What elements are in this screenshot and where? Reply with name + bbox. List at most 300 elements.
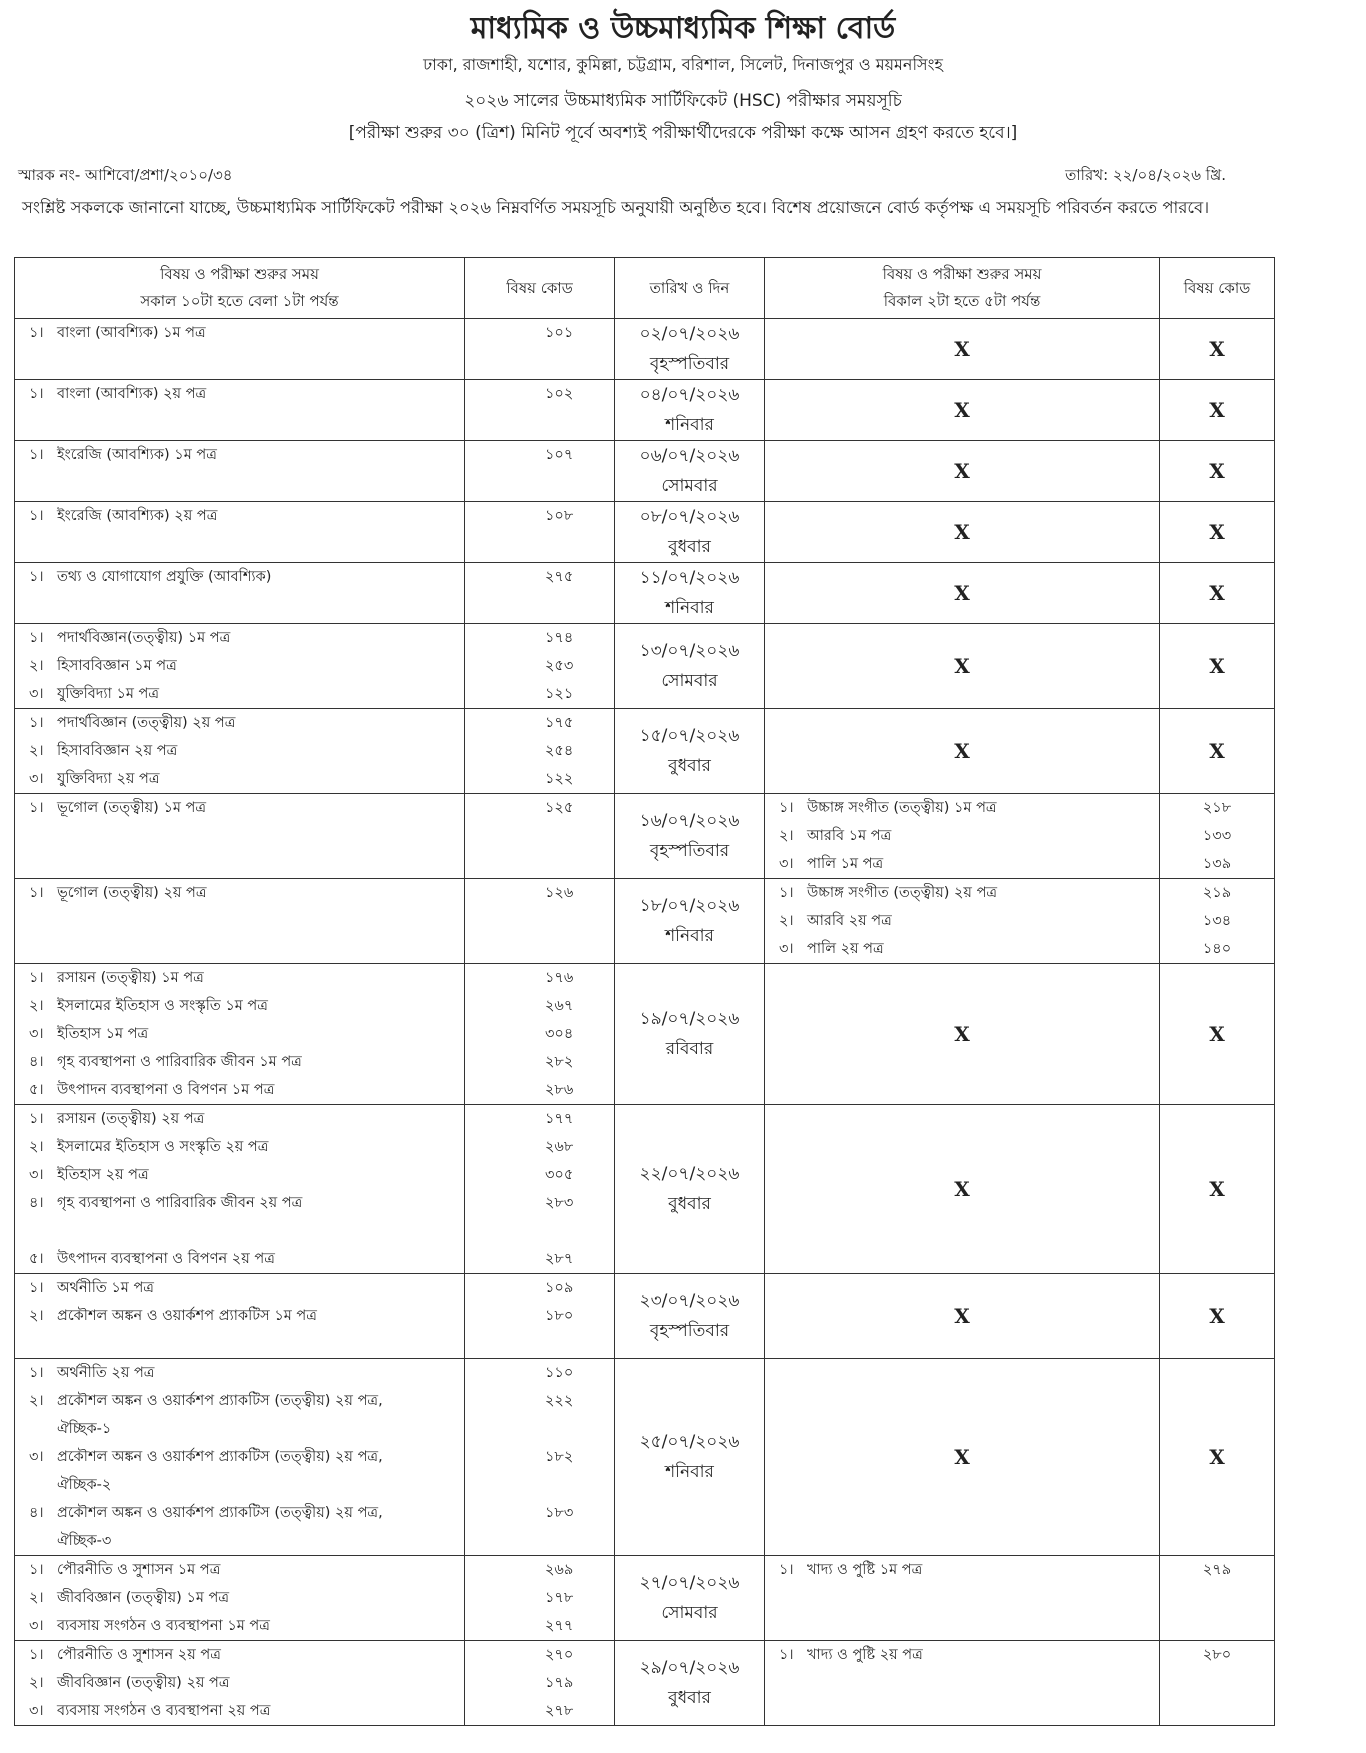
subject-name: ইতিহাস ২য় পত্র [57,1167,149,1183]
subject-line [15,563,464,591]
date-day [615,709,765,794]
subject-name: বাংলা (আবশ্যিক) ২য় পত্র [57,386,207,402]
memo-date: তারিখ: ২২/০৪/২০২৬ খ্রি. [1065,166,1226,184]
subject-code: ২৭৮ [545,1703,574,1719]
subject-code: ৩০৫ [545,1167,574,1183]
subject-number: ৪। [29,1054,44,1070]
subject-code: ২৭৫ [545,569,574,585]
subject-number: ১। [29,800,44,816]
afternoon-code-none-mark: X [1160,1105,1275,1274]
afternoon-none-mark: X [765,1274,1160,1359]
subject-code: ২১৮ [1202,800,1232,816]
afternoon-code-none-mark: X [1160,964,1275,1105]
date-day [615,563,765,624]
subject-code: ১২২ [545,771,574,787]
morning-codes [465,380,615,441]
exam-date: ০৬/০৭/২০২৬ [639,446,740,466]
schedule-row [15,964,1275,1105]
subject-number: ২। [29,1675,44,1691]
subject-name: যুক্তিবিদ্যা ১ম পত্র [57,686,160,702]
exam-date: ১৮/০৭/২০২৬ [639,896,740,916]
schedule-row [15,1556,1275,1641]
exam-date: ০২/০৭/২০২৬ [639,324,740,344]
subject-number: ২। [779,913,794,929]
morning-codes [465,709,615,794]
subject-name: বাংলা (আবশ্যিক) ১ম পত্র [57,325,206,341]
subject-line [15,1443,464,1499]
subject-number: ১। [779,1647,794,1663]
subject-code: ২৭০ [545,1647,574,1663]
exam-date: ১৯/০৭/২০২৬ [639,1009,740,1029]
subject-code: ২৫৪ [545,743,574,759]
subject-code: ২৫৩ [545,658,574,674]
exam-day: শনিবার [665,926,714,946]
subject-line [15,1359,464,1387]
subject-number: ১। [29,885,44,901]
schedule-body [15,319,1275,1726]
schedule-row [15,1105,1275,1274]
morning-subjects [15,879,465,964]
schedule-row [15,624,1275,709]
subject-number: ২। [29,1590,44,1606]
morning-subjects [15,709,465,794]
subject-number: ২। [29,1308,44,1324]
subject-name: পদার্থবিজ্ঞান (তত্ত্বীয়) ২য় পত্র [57,715,236,731]
subject-name: ভূগোল (তত্ত্বীয়) ২য় পত্র [57,885,207,901]
subject-line [765,907,1159,935]
subject-name: অর্থনীতি ১ম পত্র [57,1280,154,1296]
morning-subjects [15,563,465,624]
subject-name: ইসলামের ইতিহাস ও সংস্কৃতি ১ম পত্র [57,998,268,1014]
subject-code: ২৮৭ [545,1251,574,1267]
subject-code: ১৭৪ [545,630,574,646]
subject-line [15,652,464,680]
subject-code: ২৮৬ [545,1082,574,1098]
subject-code: ১৭৭ [545,1111,574,1127]
date-day [615,879,765,964]
subject-line [15,1076,464,1104]
afternoon-none-mark: X [765,563,1160,624]
afternoon-subjects [765,1556,1160,1641]
subject-name: তথ্য ও যোগাযোগ প্রযুক্তি (আবশ্যিক) [57,569,272,585]
exam-day: সোমবার [661,671,718,691]
subject-code: ১৩৪ [1202,913,1232,929]
date-day [615,380,765,441]
schedule-row [15,879,1275,964]
subject-code: ১৩৯ [1202,856,1232,872]
subject-number: ১। [29,447,44,463]
subject-line [15,1105,464,1133]
afternoon-none-mark: X [765,441,1160,502]
subject-number: ১। [779,800,794,816]
schedule-title: ২০২৬ সালের উচ্চমাধ্যমিক সার্টিফিকেট (HSC) পরীক্ষার সময়সূচি [464,91,902,111]
subject-number: ৩। [29,1618,44,1634]
subject-name: উৎপাদন ব্যবস্থাপনা ও বিপণন ২য় পত্র [57,1251,275,1267]
morning-subjects [15,1641,465,1726]
subject-name: ইংরেজি (আবশ্যিক) ২য় পত্র [57,508,218,524]
exam-date: ১৬/০৭/২০২৬ [639,811,740,831]
subject-line [15,765,464,793]
morning-codes [465,502,615,563]
subject-name: পালি ২য় পত্র [807,941,884,957]
subject-code: ১৪০ [1202,941,1232,957]
subject-name: ব্যবসায় সংগঠন ও ব্যবস্থাপনা ২য় পত্র [57,1703,271,1719]
exam-date: ১৫/০৭/২০২৬ [639,726,740,746]
morning-subjects [15,794,465,879]
exam-date: ০৪/০৭/২০২৬ [639,385,740,405]
subject-number: ৪। [29,1195,44,1211]
subject-number: ৩। [29,1449,44,1465]
subject-line [15,1302,464,1358]
subject-line [15,1697,464,1725]
subject-code: ১৭৯ [545,1675,574,1691]
afternoon-codes [1160,879,1275,964]
afternoon-code-none-mark: X [1160,441,1275,502]
morning-codes [465,964,615,1105]
subject-name: প্রকৌশল অঙ্কন ও ওয়ার্কশপ প্র্যাকটিস (তত্ত্বীয়) ২য় পত্র, ঐচ্ছিক-১ [57,1393,383,1437]
afternoon-code-none-mark: X [1160,1359,1275,1556]
subject-line [15,709,464,737]
subject-line [15,380,464,408]
morning-codes [465,1274,615,1359]
afternoon-code-none-mark: X [1160,1274,1275,1359]
subject-number: ৫। [29,1251,44,1267]
schedule-row [15,1274,1275,1359]
date-day [615,794,765,879]
subject-line [15,1584,464,1612]
date-day [615,502,765,563]
afternoon-codes [1160,794,1275,879]
header-morning-subject: বিষয় ও পরীক্ষা শুরুর সময় সকাল ১০টা হতে বেলা ১টা পর্যন্ত [15,258,465,319]
subject-line [15,1245,464,1273]
subject-number: ১। [779,885,794,901]
morning-codes [465,624,615,709]
subject-line [765,935,1159,963]
exam-date: ২২/০৭/২০২৬ [639,1164,740,1184]
subject-line [15,624,464,652]
morning-subjects [15,502,465,563]
exam-date: ১১/০৭/২০২৬ [639,568,740,588]
board-title: মাধ্যমিক ও উচ্চমাধ্যমিক শিক্ষা বোর্ড [470,11,896,46]
subject-line [15,964,464,992]
subject-code: ২২২ [545,1393,574,1409]
subject-name: রসায়ন (তত্ত্বীয়) ১ম পত্র [57,970,204,986]
memo-ref: স্মারক নং- আশিবো/প্রশা/২০১০/৩৪ [18,166,233,184]
subject-name: খাদ্য ও পুষ্টি ২য় পত্র [807,1647,923,1663]
subject-name: রসায়ন (তত্ত্বীয়) ২য় পত্র [57,1111,205,1127]
subject-code: ১৮২ [545,1449,574,1465]
exam-day: বুধবার [668,1194,711,1214]
morning-codes [465,1556,615,1641]
subject-line [15,1612,464,1640]
subject-number: ২। [779,828,794,844]
subject-number: ১। [29,386,44,402]
subject-code: ১০২ [545,386,574,402]
subject-name: আরবি ১ম পত্র [807,828,892,844]
subject-line [15,794,464,822]
subject-name: হিসাববিজ্ঞান ১ম পত্র [57,658,177,674]
subject-name: খাদ্য ও পুষ্টি ১ম পত্র [807,1562,923,1578]
subject-name: ইতিহাস ১ম পত্র [57,1026,149,1042]
date-day [615,319,765,380]
subject-code: ২৬৭ [545,998,574,1014]
subject-line [765,1556,1159,1584]
subject-number: ১। [29,1647,44,1663]
date-day [615,1274,765,1359]
exam-day: বুধবার [668,1688,711,1708]
exam-date: ২৩/০৭/২০২৬ [639,1291,740,1311]
intro-text: সংশ্লিষ্ট সকলকে জানানো যাচ্ছে, উচ্চমাধ্যমিক সার্টিফিকেট পরীক্ষা ২০২৬ নিম্নবর্ণিত সময়সূচি অনুযায়ী অনুষ্ঠিত হবে। বিশেষ প্রয়োজনে বোর্ড কর্তৃপক্ষ এ সময়সূচি পরিবর্তন করতে পারবে। [22,198,1210,217]
morning-subjects [15,1359,465,1556]
schedule-row [15,563,1275,624]
subject-code: ২৭৯ [1202,1562,1232,1578]
afternoon-code-none-mark: X [1160,563,1275,624]
subject-line [15,1274,464,1302]
subject-line [15,1556,464,1584]
exam-day: শনিবার [665,415,714,435]
morning-codes [465,319,615,380]
subject-code: ১৭৫ [545,715,574,731]
subject-number: ১। [29,1111,44,1127]
subject-number: ২। [29,658,44,674]
exam-day: সোমবার [661,476,718,496]
subject-name: পালি ১ম পত্র [807,856,884,872]
schedule-row [15,502,1275,563]
date-day [615,1359,765,1556]
subject-line [765,850,1159,878]
subject-code: ১০৯ [545,1280,574,1296]
schedule-row [15,441,1275,502]
subject-line [15,1641,464,1669]
exam-day: বুধবার [668,756,711,776]
morning-codes [465,563,615,624]
subject-code: ১০৭ [545,447,574,463]
date-day [615,1105,765,1274]
subject-name: উচ্চাঙ্গ সংগীত (তত্ত্বীয়) ২য় পত্র [807,885,998,901]
schedule-row [15,319,1275,380]
afternoon-none-mark: X [765,1105,1160,1274]
subject-name: পদার্থবিজ্ঞান(তত্ত্বীয়) ১ম পত্র [57,630,231,646]
afternoon-none-mark: X [765,380,1160,441]
subject-number: ৩। [29,1167,44,1183]
subject-name: উৎপাদন ব্যবস্থাপনা ও বিপণন ১ম পত্র [57,1082,275,1098]
morning-codes [465,441,615,502]
schedule-note: [পরীক্ষা শুরুর ৩০ (ত্রিশ) মিনিট পূর্বে অবশ্যই পরীক্ষার্থীদেরকে পরীক্ষা কক্ষে আসন গ্রহণ করতে হবে।] [348,123,1018,143]
exam-day: শনিবার [665,598,714,618]
subject-number: ১। [29,1562,44,1578]
subject-number: ১। [29,1280,44,1296]
subject-line [15,1020,464,1048]
date-day [615,1641,765,1726]
subject-line [765,879,1159,907]
afternoon-none-mark: X [765,502,1160,563]
subject-name: হিসাববিজ্ঞান ২য় পত্র [57,743,178,759]
morning-subjects [15,380,465,441]
subject-number: ৩। [779,941,794,957]
subject-name: যুক্তিবিদ্যা ২য় পত্র [57,771,160,787]
subject-code: ২৮৩ [545,1195,574,1211]
exam-date: ২৯/০৭/২০২৬ [639,1658,740,1678]
subject-name: ভূগোল (তত্ত্বীয়) ১ম পত্র [57,800,207,816]
subject-number: ১। [29,630,44,646]
subject-name: আরবি ২য় পত্র [807,913,892,929]
subject-name: জীববিজ্ঞান (তত্ত্বীয়) ২য় পত্র [57,1675,230,1691]
morning-codes [465,1359,615,1556]
subject-number: ৩। [29,686,44,702]
subject-line [15,1189,464,1245]
exam-day: রবিবার [665,1039,714,1059]
subject-code: ২৮২ [545,1054,574,1070]
afternoon-none-mark: X [765,709,1160,794]
afternoon-subjects [765,879,1160,964]
board-cities: ঢাকা, রাজশাহী, যশোর, কুমিল্লা, চট্টগ্রাম, বরিশাল, সিলেট, দিনাজপুর ও ময়মনসিংহ [423,55,943,74]
exam-day: শনিবার [665,1462,714,1482]
exam-date: ২৭/০৭/২০২৬ [639,1573,740,1593]
subject-code: ২৬৯ [545,1562,574,1578]
afternoon-codes [1160,1641,1275,1726]
subject-number: ২। [29,1393,44,1409]
subject-name: ইংরেজি (আবশ্যিক) ১ম পত্র [57,447,217,463]
date-day [615,964,765,1105]
schedule-row [15,380,1275,441]
morning-codes [465,1641,615,1726]
subject-code: ৩০৪ [545,1026,574,1042]
date-day [615,624,765,709]
subject-code: ১৭৬ [545,970,574,986]
subject-line [15,879,464,907]
table-header-row [15,258,1275,319]
exam-date: ২৫/০৭/২০২৬ [639,1432,740,1452]
subject-line [15,1499,464,1555]
exam-day: বুধবার [668,537,711,557]
subject-number: ৩। [29,771,44,787]
subject-number: ২। [29,1139,44,1155]
subject-line [15,441,464,469]
header-date-day: তারিখ ও দিন [615,258,765,319]
subject-code: ২১৯ [1202,885,1232,901]
subject-line [15,680,464,708]
subject-number: ১। [29,325,44,341]
exam-day: বৃহস্পতিবার [649,841,730,861]
afternoon-none-mark: X [765,624,1160,709]
subject-name: ইসলামের ইতিহাস ও সংস্কৃতি ২য় পত্র [57,1139,269,1155]
morning-codes [465,794,615,879]
subject-code: ১২৫ [545,800,574,816]
subject-number: ৫। [29,1082,44,1098]
afternoon-none-mark: X [765,964,1160,1105]
subject-number: ১। [29,715,44,731]
schedule-row [15,1641,1275,1726]
subject-name: জীববিজ্ঞান (তত্ত্বীয়) ১ম পত্র [57,1590,230,1606]
afternoon-code-none-mark: X [1160,502,1275,563]
subject-code: ২৮০ [1202,1647,1232,1663]
subject-line [15,1669,464,1697]
morning-subjects [15,1105,465,1274]
exam-day: বৃহস্পতিবার [649,1321,730,1341]
subject-name: পৌরনীতি ও সুশাসন ২য় পত্র [57,1647,221,1663]
subject-number: ৩। [29,1026,44,1042]
subject-number: ৩। [779,856,794,872]
subject-number: ৪। [29,1505,44,1521]
subject-code: ১৩৩ [1202,828,1232,844]
afternoon-codes [1160,1556,1275,1641]
header-afternoon-subject: বিষয় ও পরীক্ষা শুরুর সময় বিকাল ২টা হতে ৫টা পর্যন্ত [765,258,1160,319]
schedule-row [15,1359,1275,1556]
morning-subjects [15,1274,465,1359]
subject-code: ২৭৭ [545,1618,574,1634]
afternoon-subjects [765,1641,1160,1726]
morning-subjects [15,441,465,502]
subject-code: ১৭৮ [545,1590,574,1606]
exam-schedule-table [14,257,1275,1726]
afternoon-none-mark: X [765,1359,1160,1556]
subject-code: ২৬৮ [545,1139,574,1155]
subject-number: ১। [29,970,44,986]
subject-number: ২। [29,998,44,1014]
subject-line [15,319,464,347]
subject-name: অর্থনীতি ২য় পত্র [57,1365,155,1381]
morning-subjects [15,1556,465,1641]
exam-date: ১৩/০৭/২০২৬ [639,641,740,661]
exam-day: সোমবার [661,1603,718,1623]
morning-subjects [15,624,465,709]
subject-line [765,794,1159,822]
schedule-row [15,709,1275,794]
morning-codes [465,879,615,964]
exam-day: বৃহস্পতিবার [649,354,730,374]
exam-date: ০৮/০৭/২০২৬ [639,507,740,527]
subject-code: ১১০ [545,1365,574,1381]
subject-line [15,992,464,1020]
subject-name: প্রকৌশল অঙ্কন ও ওয়ার্কশপ প্র্যাকটিস (তত্ত্বীয়) ২য় পত্র, ঐচ্ছিক-৩ [57,1505,383,1549]
afternoon-none-mark: X [765,319,1160,380]
subject-number: ২। [29,743,44,759]
subject-code: ১৮৩ [545,1505,574,1521]
subject-name: প্রকৌশল অঙ্কন ও ওয়ার্কশপ প্র্যাকটিস (তত্ত্বীয়) ২য় পত্র, ঐচ্ছিক-২ [57,1449,383,1493]
subject-line [15,1387,464,1443]
afternoon-code-none-mark: X [1160,709,1275,794]
date-day [615,441,765,502]
afternoon-code-none-mark: X [1160,319,1275,380]
subject-name: ব্যবসায় সংগঠন ও ব্যবস্থাপনা ১ম পত্র [57,1618,270,1634]
subject-code: ১৮০ [545,1308,574,1324]
subject-code: ১০১ [545,325,574,341]
subject-number: ৩। [29,1703,44,1719]
morning-subjects [15,964,465,1105]
afternoon-code-none-mark: X [1160,380,1275,441]
subject-code: ১২১ [545,686,574,702]
subject-number: ১। [29,569,44,585]
subject-code: ১০৮ [545,508,574,524]
morning-subjects [15,319,465,380]
subject-number: ১। [29,1365,44,1381]
subject-line [15,1161,464,1189]
afternoon-subjects [765,794,1160,879]
subject-line [15,1133,464,1161]
subject-name: প্রকৌশল অঙ্কন ও ওয়ার্কশপ প্র্যাকটিস ১ম পত্র [57,1308,317,1324]
subject-name: গৃহ ব্যবস্থাপনা ও পারিবারিক জীবন ২য় পত্র [57,1195,303,1211]
header-morning-code: বিষয় কোড [465,258,615,319]
subject-code: ১২৬ [545,885,574,901]
date-day [615,1556,765,1641]
subject-line [15,737,464,765]
subject-number: ১। [29,508,44,524]
afternoon-code-none-mark: X [1160,624,1275,709]
subject-name: পৌরনীতি ও সুশাসন ১ম পত্র [57,1562,221,1578]
subject-line [765,822,1159,850]
header-afternoon-code: বিষয় কোড [1160,258,1275,319]
subject-line [15,502,464,530]
